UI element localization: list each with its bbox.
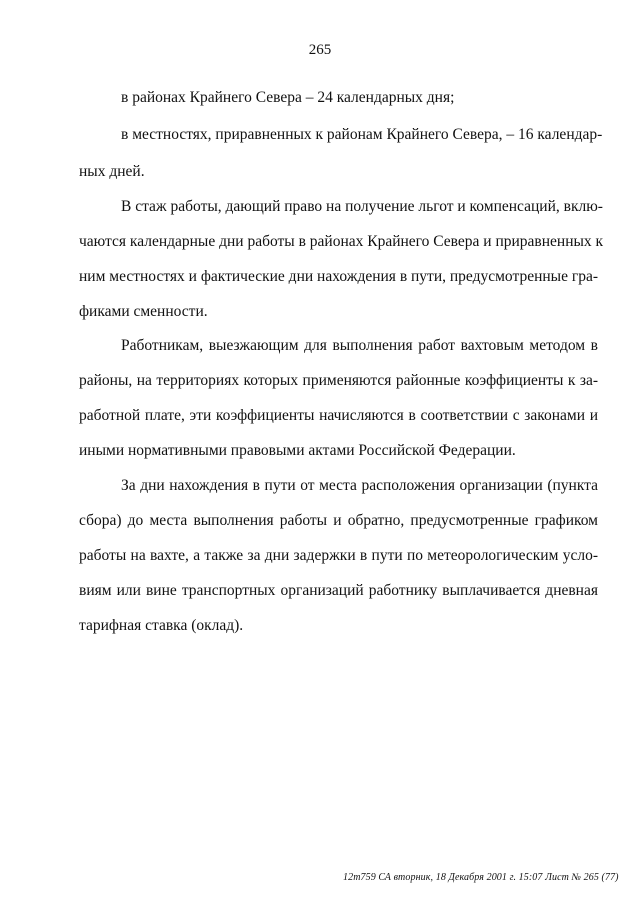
text-line: в местностях, приравненных к районам Крайнего Севера, – 16 календар-	[121, 126, 603, 143]
text-line: работы на вахте, а также за дни задержки в пути по метеорологическим усло-	[79, 547, 598, 564]
page-footer: 12m759 СА вторник, 18 Декабря 2001 г. 15:07 Лист № 265 (77)	[343, 872, 619, 883]
text-line: в районах Крайнего Севера – 24 календарных дня;	[121, 89, 455, 106]
text-line: За дни нахождения в пути от места расположения организации (пункта	[121, 477, 598, 494]
text-line: тарифная ставка (оклад).	[79, 617, 244, 634]
page-number: 265	[308, 42, 332, 58]
text-line: сбора) до места выполнения работы и обратно, предусмотренные графиком	[79, 512, 598, 529]
text-line: ных дней.	[79, 163, 145, 180]
text-line: фиками сменности.	[79, 303, 208, 320]
text-line: районы, на территориях которых применяются районные коэффициенты к за-	[79, 372, 598, 389]
text-line: работной плате, эти коэффициенты начисляются в соответствии с законами и	[79, 407, 598, 424]
text-line: ним местностях и фактические дни нахождения в пути, предусмотренные гра-	[79, 268, 598, 285]
text-line: иными нормативными правовыми актами Российской Федерации.	[79, 442, 516, 459]
text-line: Работникам, выезжающим для выполнения работ вахтовым методом в	[121, 337, 598, 354]
text-line: виям или вине транспортных организаций работнику выплачивается дневная	[79, 582, 598, 599]
text-line: чаются календарные дни работы в районах Крайнего Севера и приравненных к	[79, 233, 604, 250]
text-line: В стаж работы, дающий право на получение льгот и компенсаций, вклю-	[121, 198, 603, 215]
